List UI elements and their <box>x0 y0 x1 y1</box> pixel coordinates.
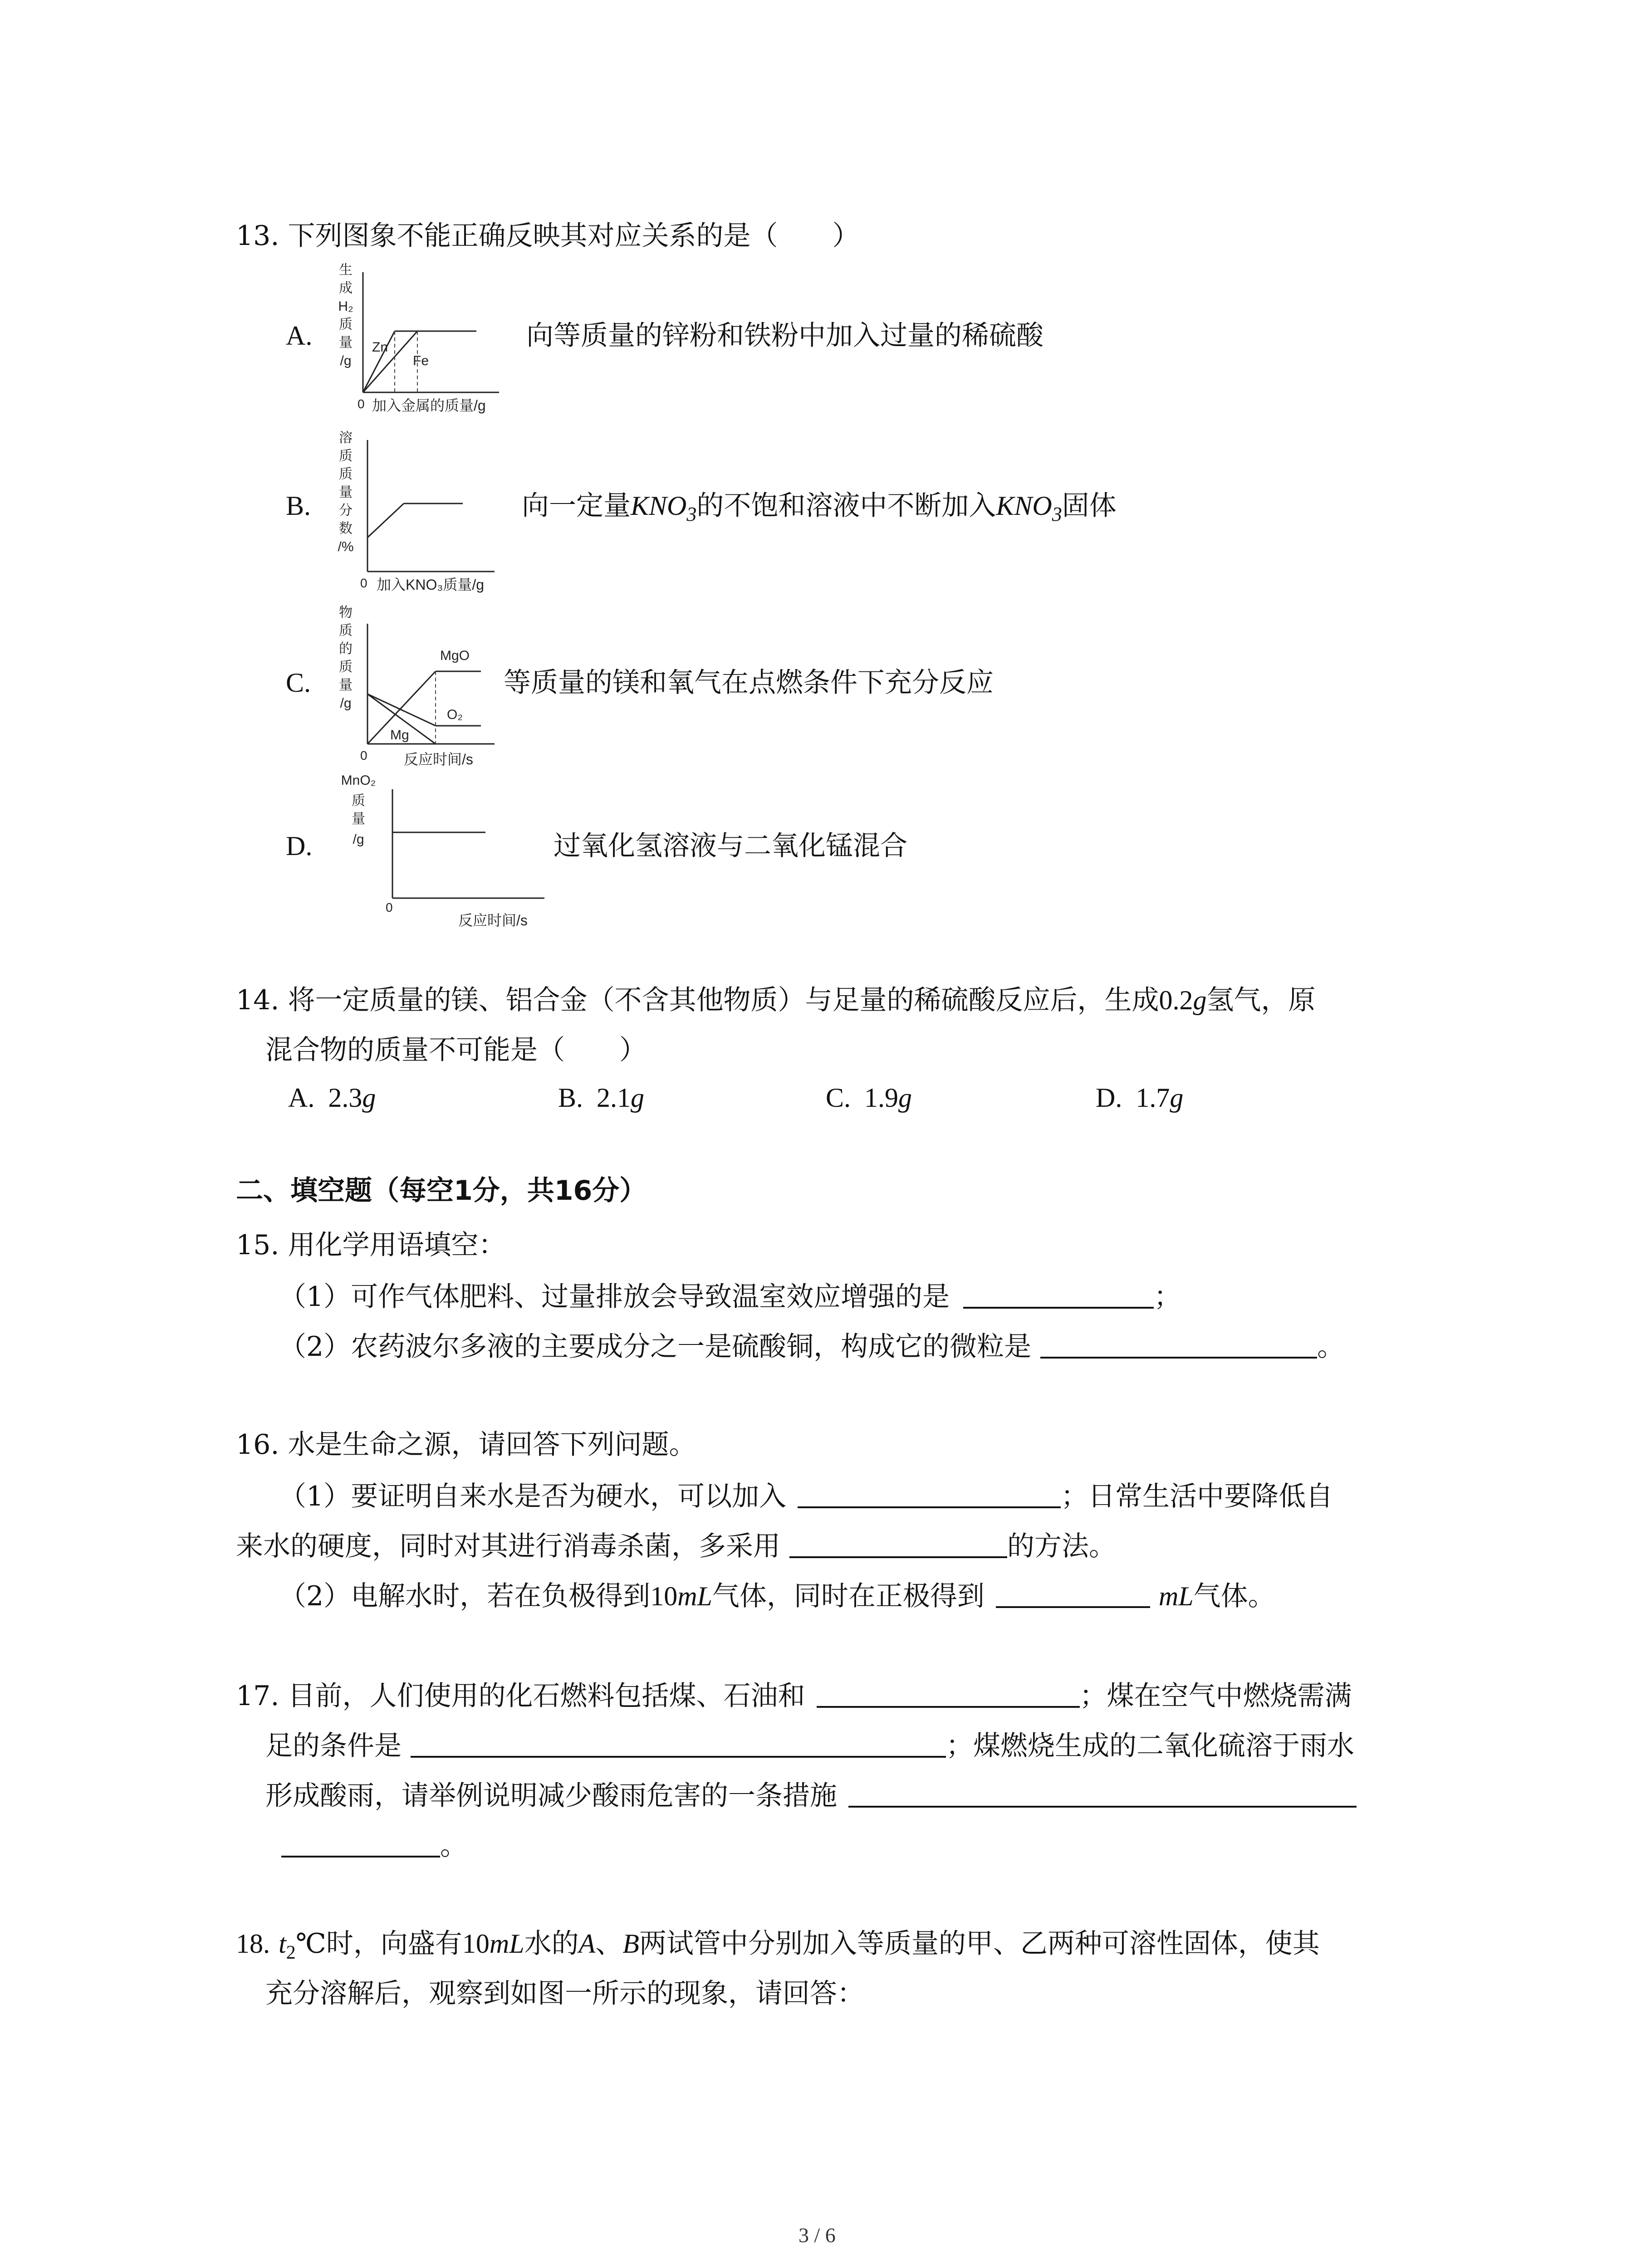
q16-stem: 16. 水是生命之源，请回答下列问题。 <box>236 1429 696 1461</box>
graph-c-ylabel-2: 的 <box>339 641 353 656</box>
page-number: 3 / 6 <box>798 2224 836 2247</box>
q17-line3: 形成酸雨，请举例说明减少酸雨危害的一条措施 <box>265 1780 1357 1809</box>
graph-c-ylabel-5: /g <box>340 696 352 711</box>
graph-b-origin: 0 <box>360 576 367 590</box>
q16-part1-line2: 来水的硬度，同时对其进行消毒杀菌，多采用 的方法。 <box>236 1530 1116 1562</box>
q17-line4: 。 <box>281 1830 467 1859</box>
graph-d-ylabel-3: /g <box>353 832 364 847</box>
graph-b-xlabel: 加入KNO₃质量/g <box>377 577 485 593</box>
q13-graph-d <box>327 771 572 934</box>
graph-b-ylabel-1: 质 <box>339 449 353 464</box>
graph-a-fe-label: Fe <box>413 353 429 368</box>
graph-d-ylabel-2: 量 <box>352 811 365 826</box>
q14-line1: 14. 将一定质量的镁、铝合金（不含其他物质）与足量的稀硫酸反应后，生成0.2g氢气，原 <box>236 984 1316 1016</box>
q14-line2: 混合物的质量不可能是（ ） <box>265 1034 647 1066</box>
q14-option-b: B. 2.1g <box>558 1083 645 1113</box>
q14-option-a: A. 2.3g <box>288 1083 376 1113</box>
graph-a-origin: 0 <box>358 397 365 411</box>
q13-option-d-label: D. <box>286 831 313 861</box>
graph-b-ylabel-0: 溶 <box>339 430 353 445</box>
q16-blank-2[interactable] <box>789 1531 1007 1558</box>
graph-b-ylabel-4: 分 <box>339 503 353 518</box>
graph-d-ylabel-0: MnO₂ <box>341 773 376 788</box>
q17-line1: 17. 目前，人们使用的化石燃料包括煤、石油和 ；煤在空气中燃烧需满 <box>236 1680 1352 1712</box>
graph-c-ylabel-1: 质 <box>339 623 353 638</box>
graph-a-ylabel-5: /g <box>340 353 352 368</box>
q17-blank-1[interactable] <box>817 1681 1080 1708</box>
graph-c-ylabel-4: 量 <box>339 678 353 693</box>
q18-line1: 18. $t_2℃$时，向盛有10mL水的A、B两试管中分别加入等质量的甲、乙两种可溶性固体，使其 <box>236 1928 1320 1963</box>
q16-blank-1[interactable] <box>798 1481 1061 1508</box>
graph-a-ylabel-3: 质 <box>339 317 353 332</box>
graph-a-ylabel-2: H₂ <box>338 299 353 314</box>
graph-a-ylabel-1: 成 <box>339 281 353 296</box>
graph-c-ylabel-3: 质 <box>339 660 353 675</box>
graph-c-mg-label: Mg <box>390 728 409 743</box>
graph-a-ylabel-0: 生 <box>339 263 353 278</box>
graph-b-ylabel-3: 量 <box>339 485 353 500</box>
q14-option-c: C. 1.9g <box>826 1083 912 1113</box>
q14-option-d: D. 1.7g <box>1096 1083 1184 1113</box>
graph-c-origin: 0 <box>360 748 367 763</box>
graph-b-rise <box>367 503 404 538</box>
q17-blank-3[interactable] <box>848 1780 1357 1808</box>
section-2-title: 二、填空题（每空1分，共16分） <box>236 1175 647 1207</box>
graph-a-xlabel: 加入金属的质量/g <box>372 397 486 414</box>
graph-a-zn-label: Zn <box>372 340 388 355</box>
graph-c-o2-line <box>367 694 436 726</box>
q16-blank-3[interactable] <box>996 1581 1150 1608</box>
q13-option-c-label: C. <box>286 668 311 698</box>
q13-option-b-text: 向一定量$KNO_3$的不饱和溶液中不断加入$KNO_3$固体 <box>522 490 1117 525</box>
q13-option-a-label: A. <box>286 321 313 351</box>
q13-graph-a <box>327 261 535 424</box>
graph-d-ylabel-1: 质 <box>352 793 365 808</box>
q18-line2: 充分溶解后，观察到如图一所示的现象，请回答： <box>265 1978 864 2009</box>
q16-part2: （2）电解水时，若在负极得到10mL气体，同时在正极得到 mL气体。 <box>279 1580 1275 1612</box>
graph-b-ylabel-2: 质 <box>339 467 353 482</box>
q13-option-c-text: 等质量的镁和氧气在点燃条件下充分反应 <box>504 667 994 699</box>
q15-part1: （1）可作气体肥料、过量排放会导致温室效应增强的是 ； <box>279 1281 1181 1313</box>
q13-stem: 13. 下列图象不能正确反映其对应关系的是（ ） <box>236 220 860 252</box>
q13-option-a-text: 向等质量的锌粉和铁粉中加入过量的稀硫酸 <box>526 320 1043 352</box>
q17-blank-3-cont[interactable] <box>281 1830 440 1857</box>
q13-option-b-label: B. <box>286 491 311 521</box>
graph-d-origin: 0 <box>386 900 393 914</box>
graph-c-o2-label: O₂ <box>447 707 463 722</box>
q13-graph-b <box>327 429 535 606</box>
q13-graph-c <box>327 603 517 776</box>
q13-option-d-text: 过氧化氢溶液与二氧化锰混合 <box>554 830 907 862</box>
q15-part2: （2）农药波尔多液的主要成分之一是硫酸铜，构成它的微粒是 。 <box>279 1331 1345 1363</box>
graph-b-ylabel-5: 数 <box>339 521 353 536</box>
graph-c-mgo-label: MgO <box>440 648 470 663</box>
graph-c-ylabel-0: 物 <box>339 605 353 620</box>
q16-part1-line1: （1）要证明自来水是否为硬水，可以加入 ；日常生活中要降低自 <box>279 1481 1333 1512</box>
q17-blank-2[interactable] <box>411 1730 946 1758</box>
graph-a-ylabel-4: 量 <box>339 335 353 350</box>
q15-blank-1[interactable] <box>963 1281 1154 1309</box>
graph-c-xlabel: 反应时间/s <box>404 751 473 767</box>
q15-stem: 15. 用化学用语填空： <box>236 1229 506 1261</box>
q15-blank-2[interactable] <box>1040 1331 1317 1359</box>
q17-line2: 足的条件是 ；煤燃烧生成的二氧化硫溶于雨水 <box>265 1730 1354 1762</box>
graph-d-xlabel: 反应时间/s <box>458 912 528 929</box>
graph-b-ylabel-6: /% <box>338 539 354 554</box>
